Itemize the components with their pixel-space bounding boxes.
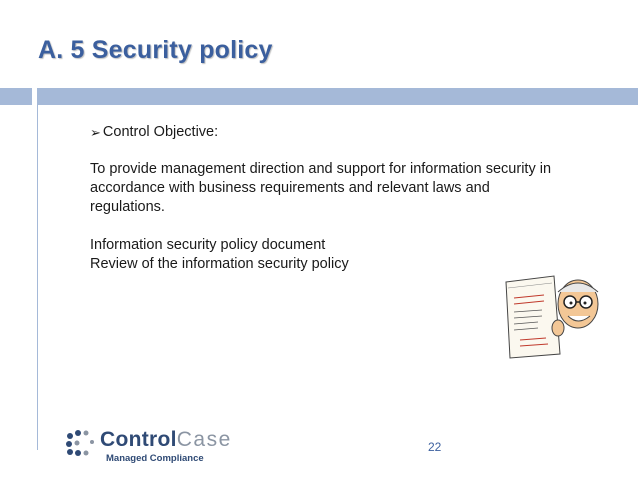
logo-mark-icon: [64, 428, 96, 458]
logo-name-part2: Case: [176, 428, 232, 451]
list-item: Review of the information security policy: [90, 256, 349, 272]
objective-label: Control Objective:: [102, 124, 219, 140]
slide-content: [90, 123, 560, 274]
logo-wordmark: [100, 428, 232, 452]
arrow-bullet-icon: ➢: [90, 125, 101, 140]
security-policy-cartoon-icon: [494, 268, 606, 360]
list-item: Information security policy document: [90, 237, 326, 253]
objective-text: To provide management direction and support for information security in accordance with business requirements and relevant laws and regulations.: [90, 161, 552, 215]
accent-bar-right: [38, 88, 638, 105]
logo-name-part1: Control: [100, 428, 177, 451]
accent-vertical-line: [37, 88, 38, 450]
page-number: 22: [428, 440, 442, 454]
objective-heading: [90, 123, 560, 142]
controlcase-logo: [64, 428, 232, 468]
logo-tagline: Managed Compliance: [106, 453, 204, 464]
slide-title: A. 5 Security policy: [38, 36, 273, 64]
accent-bar-left: [0, 88, 32, 105]
